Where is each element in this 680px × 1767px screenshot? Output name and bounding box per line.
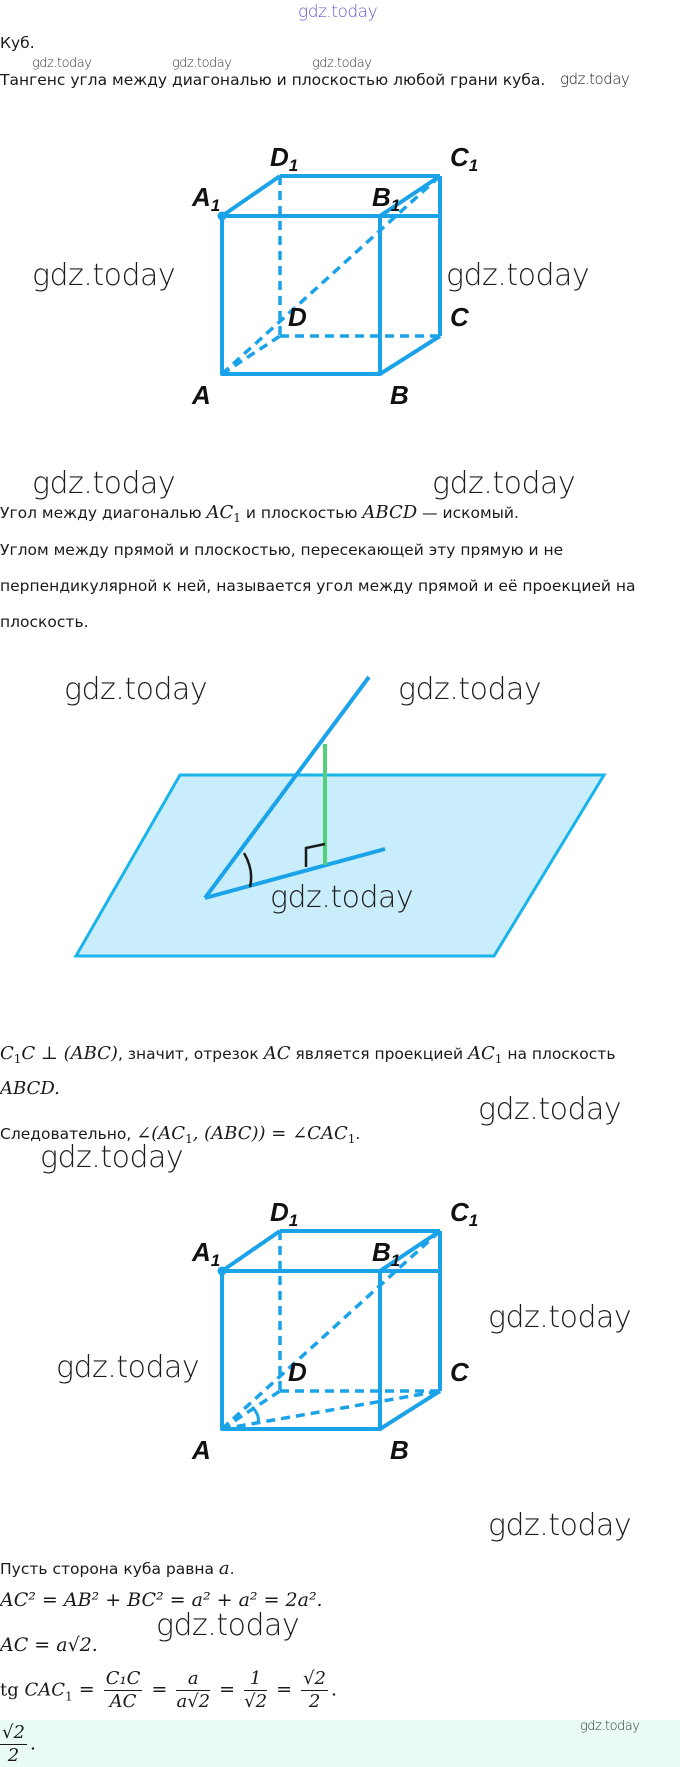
label2-b1: B1 bbox=[372, 1237, 401, 1270]
watermark-small-2: gdz.today bbox=[172, 56, 232, 71]
label2-d1: D1 bbox=[270, 1197, 299, 1230]
definition-line-2: перпендикулярной к ней, называется угол между прямой и её проекцией на bbox=[0, 577, 636, 595]
watermark-big-1: gdz.today bbox=[32, 258, 176, 293]
watermark-small-1: gdz.today bbox=[32, 56, 92, 71]
label-a: A bbox=[192, 380, 211, 410]
watermark-big-4: gdz.today bbox=[432, 466, 576, 501]
conclusion-angle: Следовательно, $\angle(AC_1$, $(ABC)) = \angle CAC_1$. bbox=[0, 1123, 361, 1147]
label2-a1: A1 bbox=[192, 1237, 221, 1270]
definition-line-3: плоскость. bbox=[0, 613, 89, 631]
watermark-big-2: gdz.today bbox=[446, 258, 590, 293]
label-c: C bbox=[450, 302, 469, 332]
angle-arc-cac1 bbox=[252, 1407, 258, 1423]
label2-b: B bbox=[390, 1435, 409, 1465]
watermark-big-10: gdz.today bbox=[488, 1300, 632, 1335]
definition-line-1: Углом между прямой и плоскостью, пересекающей эту прямую и не bbox=[0, 541, 564, 559]
watermark-big-6: gdz.today bbox=[398, 672, 542, 707]
plane-shape bbox=[76, 775, 604, 956]
label-b1: B1 bbox=[372, 182, 401, 215]
cube-edge-bc bbox=[380, 336, 440, 374]
cube-edge-a1d1 bbox=[222, 176, 280, 216]
equation-tangent: tg $CAC_1$ = $\frac{\text{C₁C}}{AC}$ = $\frac{a}{a√2}$ = $\frac{1}{√2}$ = $\frac{√2}{2}$ . bbox=[0, 1668, 338, 1712]
label-d: D bbox=[288, 302, 307, 332]
cube2-edge-bc bbox=[380, 1391, 440, 1429]
label2-d: D bbox=[288, 1357, 307, 1387]
cube2-edge-a1d1 bbox=[222, 1231, 280, 1271]
side-assumption: Пусть сторона куба равна a. bbox=[0, 1558, 235, 1579]
watermark-top: gdz.today bbox=[298, 2, 378, 22]
label-c1: C1 bbox=[450, 142, 479, 175]
watermark-big-13: gdz.today bbox=[156, 1608, 300, 1643]
label2-a: A bbox=[192, 1435, 211, 1465]
watermark-big-11: gdz.today bbox=[56, 1350, 200, 1385]
label2-c: C bbox=[450, 1357, 469, 1387]
cube-diagonal-ac1 bbox=[222, 176, 440, 374]
watermark-small-3: gdz.today bbox=[312, 56, 372, 71]
label-b: B bbox=[390, 380, 409, 410]
paragraph-angle-intro: Угол между диагональю $AC_1$ и плоскостью ABCD — искомый. bbox=[0, 502, 519, 526]
watermark-big-7: gdz.today bbox=[270, 880, 414, 915]
plane-figure bbox=[0, 660, 680, 980]
watermark-small-4: gdz.today bbox=[560, 70, 630, 88]
equation-ac: AC = a√2. bbox=[0, 1634, 98, 1656]
label2-c1: C1 bbox=[450, 1197, 479, 1230]
watermark-big-9: gdz.today bbox=[40, 1140, 184, 1175]
cube2-diagonal-ac1 bbox=[222, 1231, 440, 1429]
watermark-big-3: gdz.today bbox=[32, 466, 176, 501]
topic-title: Куб. bbox=[0, 34, 35, 52]
cube-hidden-edge-ad bbox=[222, 336, 280, 374]
answer-value: $\frac{√2}{2}$ . bbox=[2, 1722, 36, 1766]
watermark-big-8: gdz.today bbox=[478, 1092, 622, 1127]
watermark-small-5: gdz.today bbox=[580, 1719, 640, 1734]
equation-ac-squared: AC² = AB² + BC² = a² + a² = 2a². bbox=[0, 1589, 323, 1611]
watermark-big-5: gdz.today bbox=[64, 672, 208, 707]
projection-plane-label: ABCD. bbox=[0, 1078, 60, 1099]
watermark-big-12: gdz.today bbox=[488, 1508, 632, 1543]
projection-statement: $C_1C$ ⊥ (ABC), значит, отрезок AC является проекцией $AC_1$ на плоскость bbox=[0, 1043, 616, 1067]
problem-statement: Тангенс угла между диагональю и плоскостью любой грани куба. bbox=[0, 71, 546, 89]
label-d1: D1 bbox=[270, 142, 299, 175]
answer-band bbox=[0, 1720, 680, 1767]
label-a1: A1 bbox=[192, 182, 221, 215]
